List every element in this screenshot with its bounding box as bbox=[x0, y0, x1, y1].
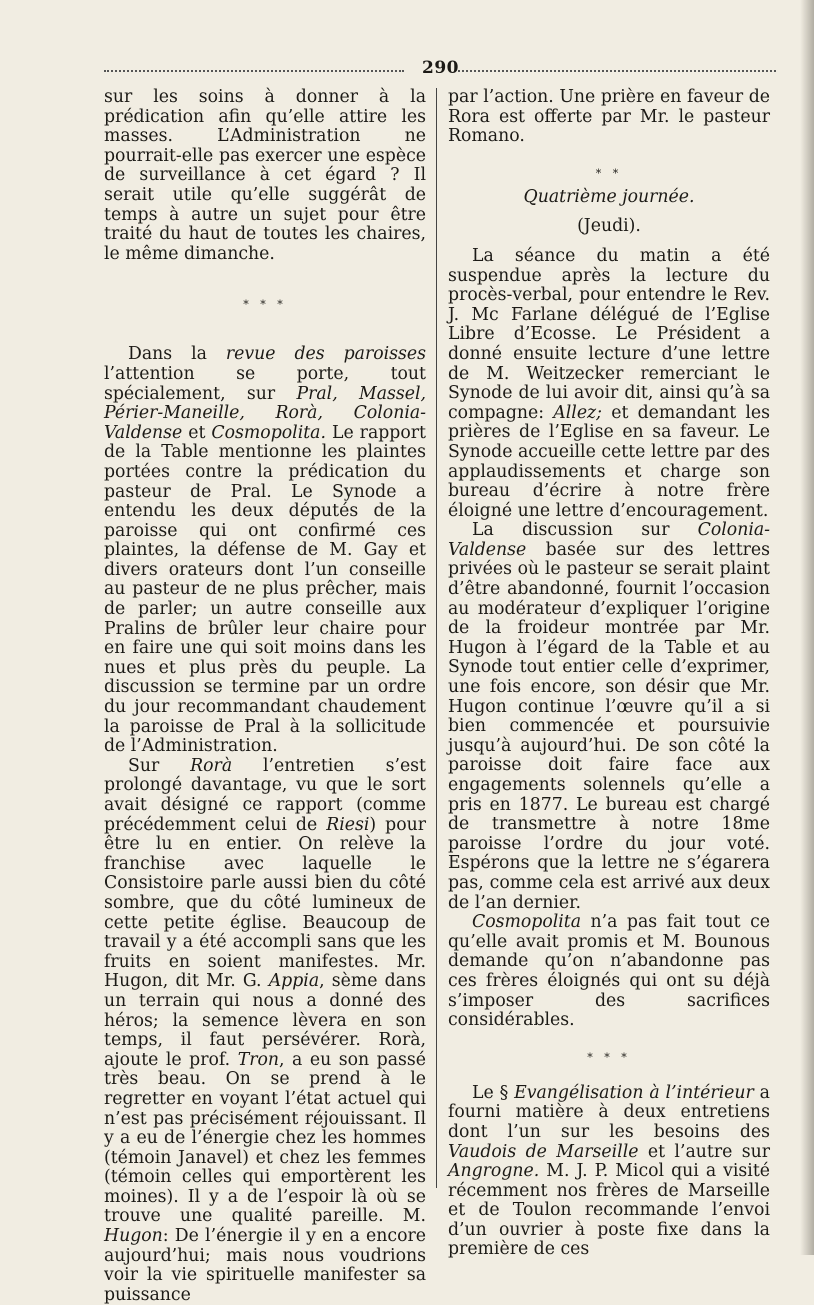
paragraph-left-revue-paroisses: Dans la revue des paroisses l’attention se porte, tout spécialement, sur Pral, Massel, Périer-Maneille, Rorà, Colonia-Valdense et Cosmopolita. Le rapport de la Table mentionne les plaintes portées contre la prédication du pasteur de Pral. Le Synode a entendu les deux députés de la paroisse qui ont confirmé ces plaintes, la défense de M. Gay et divers orateurs dont l’un conseille au pasteur de ne plus prêcher, mais de parler; un autre conseille aux Pralins de brûler leur chaire pour en faire une qui soit moins dans les nues et plus près du peuple. La discussion se termine par un ordre du jour recommandant chaudement la paroisse de Pral à la sollicitude de l’Administration. bbox=[104, 344, 426, 757]
section-separator-stars: * * * bbox=[243, 298, 287, 312]
page-edge-shadow bbox=[800, 0, 814, 1255]
section-title: Quatrième journée. bbox=[523, 186, 695, 207]
paragraph-right-1: par l’action. Une prière en faveur de Rora est offerte par Mr. le pasteur Romano. bbox=[448, 87, 770, 147]
paragraph-left-1: sur les soins à donner à la prédication afin qu’elle attire les masses. L’Administration ne pourrait-elle pas exercer une espèce de surveillance à cet égard ? Il serait utile qu’elle suggérât de temps à autre un sujet pour être traité du haut de toutes les chaires, le même dimanche. bbox=[104, 87, 426, 264]
page-header bbox=[104, 58, 776, 82]
section-separator-stars: * * bbox=[595, 166, 623, 180]
paragraph-right-seance: La séance du matin a été suspendue après la lecture du procès-verbal, pour entendre le Rev. J. Mc Farlane délégué de l’Eglise Libre d’Ecosse. Le Président a donné ensuite lecture d’une lettre de M. Weitzecker remerciant le Synode de lui avoir dit, ainsi qu’à sa compagne: Allez; et demandant les prières de l’Eglise en sa faveur. Le Synode accueille cette lettre par des applaudissements et charge son bureau d’écrire à notre frère éloigné une lettre d’encouragement. bbox=[448, 245, 770, 521]
section-separator-stars: * * * bbox=[587, 1050, 631, 1064]
paragraph-right-evangelisation: Le § Evangélisation à l’intérieur a fourni matière à deux entretiens dont l’un sur les besoins des Vaudois de Marseille et l’autre sur Angrogne. M. J. P. Micol qui a visité récemment nos frères de Marseille et de Toulon recommande l’envoi d’un ouvrier à poste fixe dans la première de ces bbox=[448, 1082, 770, 1260]
left-column bbox=[104, 88, 426, 1305]
paragraph-right-colonia: La discussion sur Colonia-Valdense basée sur des lettres privées où le pasteur se serait plaint d’être abandonné, fournit l’occasion au modérateur d’expliquer l’origine de la froideur montrée par Mr. Hugon à l’égard de la Table et au Synode tout entier celle d’exprimer, une fois encore, son désir que Mr. Hugon continue l’œuvre qu’il a si bien commencée et poursuivie jusqu’à aujourd’hui. De son côté la paroisse doit faire face aux engagements solennels qu’elle a pris en 1877. Le bureau est chargé de transmettre à notre 18me paroisse l’ordre du jour voté. Espérons que la lettre ne s’égarera pas, comme cela est arrivé aux deux de l’an dernier. bbox=[448, 520, 770, 913]
section-subtitle: (Jeudi). bbox=[577, 216, 641, 237]
page-number: 290 bbox=[422, 58, 459, 78]
paragraph-left-rora: Sur Rorà l’entretien s’est prolongé davantage, vu que le sort avait désigné ce rapport (comme précédemment celui de Riesi) pour être lu en entier. On relève la franchise avec laquelle le Consistoire parle aussi bien du côté sombre, que du côté lumineux de cette petite église. Beaucoup de travail y a été accompli sans que les fruits en soient manifestes. Mr. Hugon, dit Mr. G. Appia, sème dans un terrain qui nous a donné des héros; la semence lèvera en son temps, il faut persévérer. Rorà, ajoute le prof. Tron, a eu son passé très beau. On se prend à le regretter en voyant l’état actuel qui n’est pas précisément réjouissant. Il y a eu de l’énergie chez les hommes (témoin Janavel) et chez les femmes (témoin celles qui emportèrent les moines). Il y a de l’espoir là où se trouve une qualité pareille. M. Hugon: De l’énergie il y en a encore aujourd’hui; mais nous voudrions voir la vie spirituelle manifester sa puissance bbox=[104, 755, 427, 1305]
header-rule-right bbox=[458, 70, 776, 72]
paragraph-right-cosmopolita: Cosmopolita n’a pas fait tout ce qu’elle avait promis et M. Bounous demande qu’on n’abandonne pas ces frères éloignés qui ont su déjà s’imposer des sacrifices considérables. bbox=[448, 912, 770, 1031]
right-column bbox=[448, 88, 770, 1260]
header-rule-left bbox=[104, 70, 404, 72]
column-divider bbox=[436, 88, 437, 1188]
